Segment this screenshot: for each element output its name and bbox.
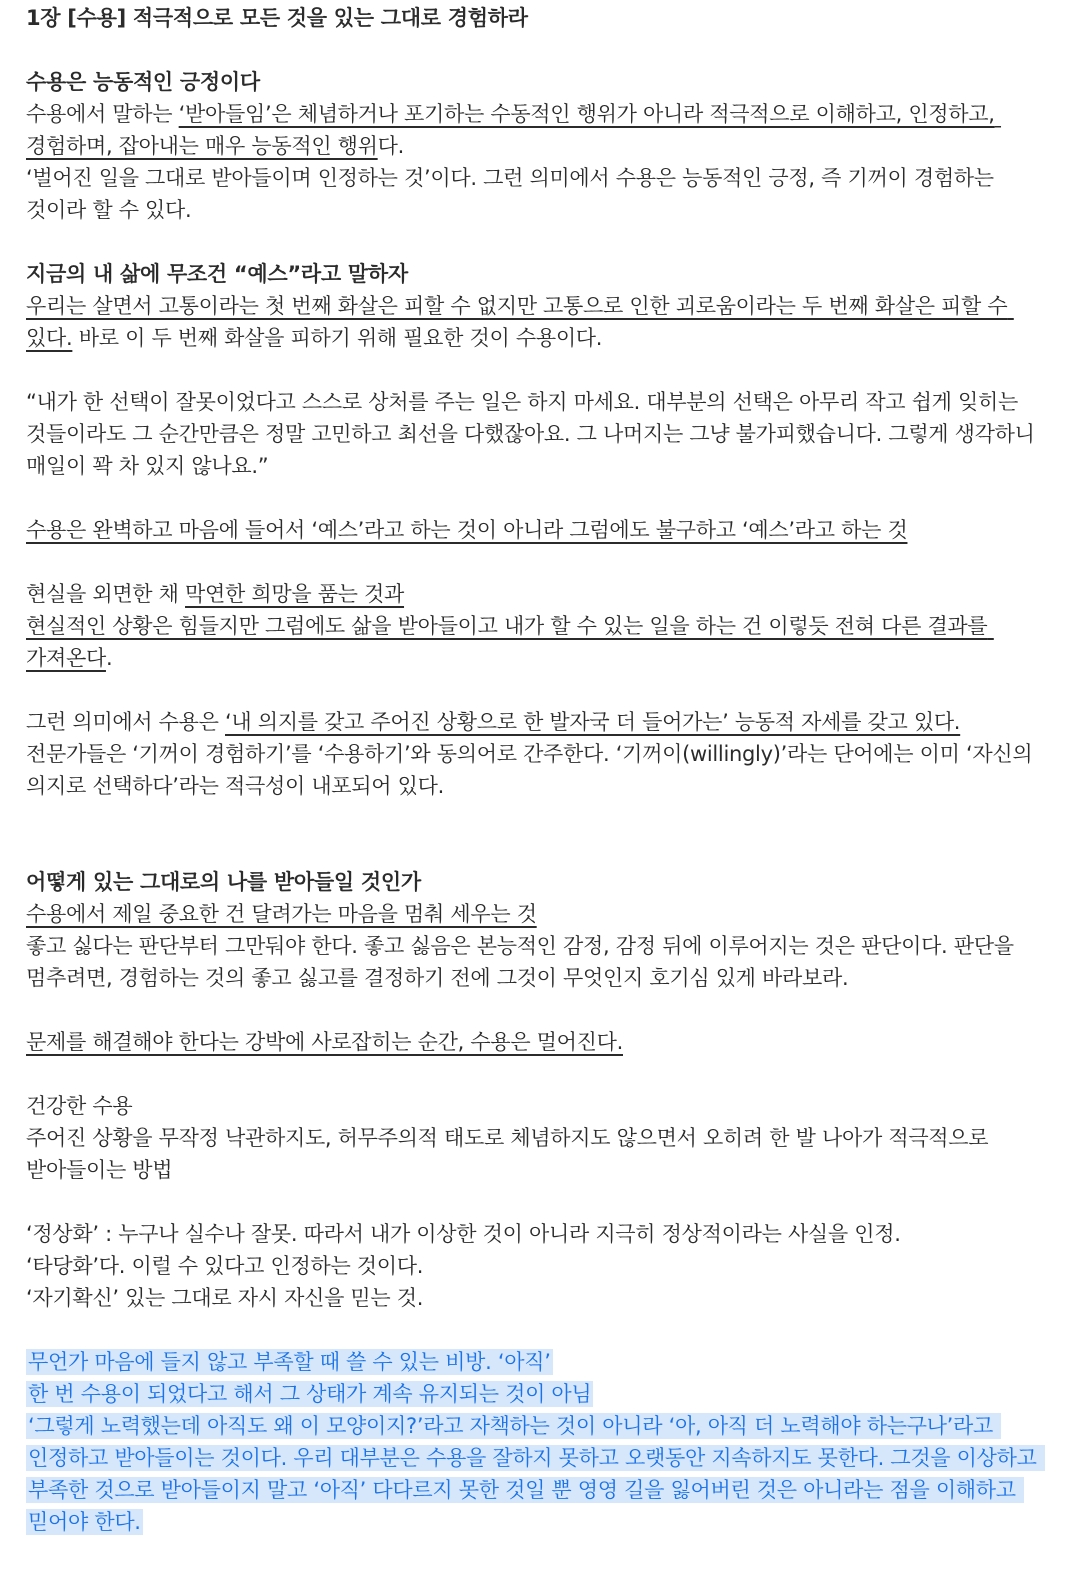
underlined-text: ‘받아들임’은 체념하거나 포기하는 수동적인 행위가 아니라 적극적으로 이해하고, 인정하고, 경험하며, 잡아내는 매우 능동적인 행위 (26, 102, 1002, 158)
text-run: 현실을 외면한 채 (26, 582, 186, 606)
highlight-line-2 (26, 1378, 1047, 1410)
subheading-stop-running-mind (26, 898, 1047, 930)
spacer (26, 1314, 1047, 1346)
underlined-text: ‘내 의지를 갖고 주어진 상황으로 한 발자국 더 들어가는’ 능동적 자세를 갖고 있다. (225, 710, 961, 734)
paragraph-active-stance (26, 706, 1047, 738)
validation-line: ‘타당화’다. 이럴 수 있다고 인정하는 것이다. (26, 1254, 424, 1278)
text-run: 수용에서 말하는 (26, 102, 179, 126)
spacer (26, 354, 1047, 386)
spacer (26, 226, 1047, 258)
highlight-line-1 (26, 1346, 1047, 1378)
underlined-text: 수용은 완벽하고 마음에 들어서 ‘예스’라고 하는 것이 아니라 그럼에도 불구하고 ‘예스’라고 하는 것 (26, 518, 908, 542)
selected-text: 한 번 수용이 되었다고 해서 그 상태가 계속 유지되는 것이 아님 (28, 1382, 592, 1406)
statement-yes-anyway (26, 514, 1047, 546)
section-heading-say-yes: 지금의 내 삶에 무조건 “예스”라고 말하자 (26, 262, 408, 286)
healthy-acceptance-title: 건강한 수용 (26, 1094, 133, 1118)
spacer (26, 802, 1047, 866)
section-heading-acceptance-active: 수용은 능동적인 긍정이다 (26, 70, 260, 94)
healthy-acceptance-description: 주어진 상황을 무작정 낙관하지도, 허무주의적 태도로 체념하지도 않으면서 오히려 한 발 나아가 적극적으로 받아들이는 방법 (26, 1126, 995, 1182)
normalization-line: ‘정상화’ : 누구나 실수나 잘못. 따라서 내가 이상한 것이 아니라 지극히 정상적이라는 사실을 인정. (26, 1222, 901, 1246)
spacer (26, 674, 1047, 706)
selected-text-block[interactable] (26, 1346, 1047, 1538)
spacer (26, 34, 1047, 66)
spacer (26, 994, 1047, 1026)
paragraph-experts: 전문가들은 ‘기꺼이 경험하기’를 ‘수용하기’와 동의어로 간주한다. ‘기꺼이(willingly)’라는 단어에는 이미 ‘자신의 의지로 선택하다’라는 적극성이 내포되어 있다. (26, 742, 1039, 798)
contrast-line-1 (26, 578, 1047, 610)
paragraph-acceptance-definition (26, 98, 1047, 162)
underlined-text: 문제를 해결해야 한다는 강박에 사로잡히는 순간, 수용은 멀어진다. (26, 1030, 623, 1054)
spacer (26, 1058, 1047, 1090)
underlined-text: 막연한 희망을 품는 것과 (185, 582, 405, 606)
selected-text: ‘그렇게 노력했는데 아직도 왜 이 모양이지?’라고 자책하는 것이 아니라 ‘아, 아직 더 노력해야 하는구나’라고 인정하고 받아들이는 것이다. 우리 대부분은 수용을 잘하지 못하고 오랫동안 지속하지도 못한다. 그것을 이상하고 부족한 것으로 받아들이지 말고 ‘아직’ 다다르지 못한 것일 뿐 영영 길을 잃어버린 것은 아니라는 점을 이해하고 믿어야 한다. (28, 1414, 1043, 1534)
chapter-title: 1장 [수용] 적극적으로 모든 것을 있는 그대로 경험하라 (26, 6, 528, 30)
spacer (26, 546, 1047, 578)
spacer (26, 482, 1047, 514)
paragraph-two-arrows (26, 290, 1047, 354)
statement-obsession (26, 1026, 1047, 1058)
section-heading-accept-myself: 어떻게 있는 그대로의 나를 받아들일 것인가 (26, 870, 421, 894)
text-run: 바로 이 두 번째 화살을 피하기 위해 필요한 것이 수용이다. (72, 326, 603, 350)
spacer (26, 1186, 1047, 1218)
quote-paragraph: “내가 한 선택이 잘못이었다고 스스로 상처를 주는 일은 하지 마세요. 대부분의 선택은 아무리 작고 쉽게 잊히는 것들이라도 그 순간만큼은 정말 고민하고 최선을 다했잖아요. 그 나머지는 그냥 불가피했습니다. 그렇게 생각하니 매일이 꽉 차 있지 않나요.” (26, 390, 1041, 478)
underlined-text: 우리는 살면서 고통이라는 첫 번째 화살은 피할 수 없지만 고통으로 인한 괴로움이라는 두 번째 화살은 피할 수 있다. (26, 294, 1014, 350)
underlined-text: 수용에서 제일 중요한 건 달려가는 마음을 멈춰 세우는 것 (26, 902, 537, 926)
paragraph-acceptance-meaning: ‘벌어진 일을 그대로 받아들이며 인정하는 것’이다. 그런 의미에서 수용은 능동적인 긍정, 즉 기꺼이 경험하는 것이라 할 수 있다. (26, 166, 1001, 222)
contrast-line-2 (26, 610, 1047, 674)
text-run: . (105, 646, 113, 670)
highlight-paragraph (26, 1410, 1047, 1538)
paragraph-stop-judging: 좋고 싫다는 판단부터 그만둬야 한다. 좋고 싫음은 본능적인 감정, 감정 뒤에 이루어지는 것은 판단이다. 판단을 멈추려면, 경험하는 것의 좋고 싫고를 결정하기 전에 그것이 무엇인지 호기심 있게 바라보라. (26, 934, 1021, 990)
self-assurance-line: ‘자기확신’ 있는 그대로 자시 자신을 믿는 것. (26, 1286, 424, 1310)
text-run: 다. (377, 134, 405, 158)
underlined-text: 현실적인 상황은 힘들지만 그럼에도 삶을 받아들이고 내가 할 수 있는 일을 하는 건 이렇듯 전혀 다른 결과를 가져온다 (26, 614, 994, 670)
selected-text: 무언가 마음에 들지 않고 부족할 때 쓸 수 있는 비방. ‘아직’ (28, 1350, 551, 1374)
text-run: 그런 의미에서 수용은 (26, 710, 225, 734)
